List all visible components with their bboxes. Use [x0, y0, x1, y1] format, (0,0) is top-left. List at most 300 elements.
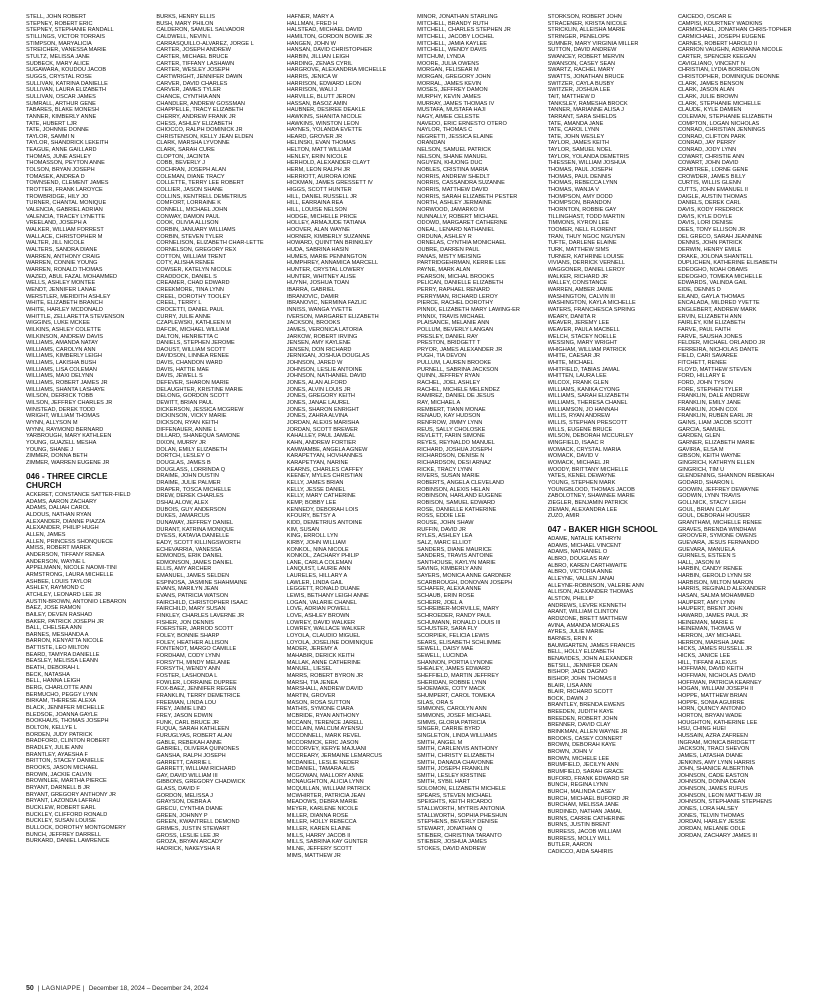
- voter-name: PUGH, TIA DEVON: [417, 353, 467, 360]
- voter-name: MARTIN, GROVER: [286, 692, 336, 699]
- voter-name: ANDERSON, TIFFANY RENEA: [26, 551, 105, 558]
- voter-name: NAYLOR, THOMAS C: [417, 127, 473, 134]
- voter-name: FORSYTH, WENDY ANN: [156, 666, 220, 673]
- voter-name: HASAN, SALMA MOHAMMED: [677, 593, 755, 600]
- voter-name: HARRIS, JENICA W: [286, 73, 338, 80]
- voter-name: BISHOP, JADE DAGNO: [547, 669, 608, 676]
- voter-name: WILKINS, ASHLEY COLETTE: [26, 326, 102, 333]
- voter-name: CLARK, SARAH CURE: [156, 147, 215, 154]
- voter-name: JENSEN, DON RICHARD: [286, 346, 352, 353]
- voter-name: CREEKMORE, TINA LYNN: [156, 286, 224, 293]
- voter-name: STILLINGS, VICTOR TORRAIS: [26, 33, 105, 40]
- voter-name: SUGAWARA, KOUDOU JACOB: [26, 67, 107, 74]
- voter-name: GAVIRIA, ELSA M: [677, 446, 724, 453]
- voter-name: DERWIN, HENRY EMILE: [677, 246, 742, 253]
- voter-name: SINGER, CARRIE BYRD: [417, 726, 480, 733]
- voter-name: VREELAND, JOSEPH A: [26, 220, 87, 227]
- voter-name: COWART, CHRISTIE ANN: [677, 153, 745, 160]
- voter-name: TROTTER, FRANK LAROYCE: [26, 187, 103, 194]
- voter-name: MORRAL, JAMES KEVIN: [417, 80, 482, 87]
- voter-name: EVANS, PATRICIA WATSON: [156, 593, 229, 600]
- voter-name: RIVERS, SUSAN MARIE: [417, 473, 480, 480]
- voter-name: GUEVARA, MANUELA: [677, 546, 736, 553]
- voter-name: HENLEY, ERIN NICOLE: [286, 153, 348, 160]
- voter-name: BOOKHAUS, THOMAS JOSEPH: [26, 718, 109, 725]
- voter-name: HICKMAN, JAMES GRESSETT IV: [286, 180, 373, 187]
- voter-name: BRUMFIELD, JECILYN ANN: [547, 762, 619, 769]
- voter-name: NORWOOD, JAMARKO M: [417, 207, 484, 214]
- voter-name: HUMES, MARIE PENNINGTON: [286, 253, 367, 260]
- voter-name: WARREN, RONALD THOMAS: [26, 266, 103, 273]
- voter-name: PIERCE, RACHEL DOROTHY: [417, 300, 494, 307]
- voter-name: WOMACK, DAVID V: [547, 453, 599, 460]
- voter-name: RICHARDSON, DESI ARNAZ: [417, 459, 492, 466]
- voter-name: PELICAN, DANIELLE ELIZABETH: [417, 280, 504, 287]
- voter-name: CORBIN, JANUARY WILLIAMS: [156, 227, 236, 233]
- voter-name: ERVIN, ELIZABETH ANN: [677, 313, 742, 320]
- voter-name: COOK, OLIVIA ALLISON: [156, 220, 219, 227]
- voter-name: JOHNSON, STEPHANIE STEPHENS: [677, 799, 772, 806]
- voter-name: SEWELL, LUCINDA: [417, 653, 468, 659]
- voter-name: BELL, HOLLY ELIZABETH: [547, 649, 615, 656]
- voter-name: MORGAN, GREGORY JOHN: [417, 73, 491, 80]
- voter-name: KEARNS, CHARLES CAFFEY: [286, 466, 363, 473]
- voter-name: ADAMS, AARON ZACHARY: [26, 498, 97, 505]
- voter-name: BURCH, MICHAEL BUFORD JR: [547, 795, 629, 802]
- voter-name: TOWNSEND, CLEMENT JAMES: [26, 180, 109, 187]
- voter-name: SEARS, ELISABETH SCHLIMME: [417, 639, 502, 646]
- voter-name: WHITE, CAESAR JR: [547, 353, 601, 360]
- voter-name: TANNER, MARIANNE ALISA J: [547, 107, 624, 114]
- voter-name: BIRKAM, THERESE ALEXA: [26, 698, 97, 705]
- voter-name: BROWN, JOHN V: [547, 749, 593, 756]
- voter-name: CURRY, JULIE ANNE: [156, 313, 211, 320]
- voter-name: WASHINGTON, CALVIN III: [547, 293, 615, 300]
- voter-name: BATTISTE, LEO MILTON: [26, 645, 89, 652]
- voter-name: JONES, JANAE LAUREL: [286, 400, 350, 407]
- voter-name: HICKS, JAMES RUSSELL JR: [677, 646, 753, 653]
- voter-name: ALBRO, KAREN CARTHWAITE: [547, 562, 628, 569]
- voter-name: HIGGS, SCOTT HUNTER: [286, 187, 352, 194]
- voter-name: SCHROEDER, RANDY PAUL: [417, 613, 492, 620]
- voter-name: JONES, GREGORY KEITH: [286, 393, 355, 400]
- voter-name: BRUMFIELD, SARAH GRACE: [547, 769, 624, 776]
- voter-name: BLEDSOE, JOANNA GAYLE: [26, 711, 98, 718]
- voter-name: ZUZO, AMIR: [547, 513, 580, 520]
- voter-name: DAVIDSON, LINNEA RENEE: [156, 353, 230, 360]
- voter-name: ROBERTS, ANGELA CLEVELAND: [417, 479, 505, 486]
- voter-name: GRAYSON, DEBRA A: [156, 799, 211, 806]
- voter-name: STOKES, DAVID ANDREW: [417, 846, 486, 853]
- voter-name: HANSAN, DAVID CHRISTOPHER: [286, 47, 373, 54]
- voter-name: YOUNG, GUAZELL MESHA: [26, 440, 97, 446]
- voter-name: MEADOWS, DEBRA MARIE: [286, 799, 358, 806]
- voter-name: ROBINSON, ALEXIS HELAN: [417, 486, 490, 493]
- voter-name: ZIEGLER, BENJAMIN PATRICK: [547, 499, 628, 506]
- voter-name: CLARK, STEPHANIE MICHELLE: [677, 100, 761, 107]
- voter-name: ROBINSON, HARLAND EUGENE: [417, 493, 503, 500]
- voter-name: HORN, QUINCY ANTONIO: [677, 706, 746, 713]
- voter-name: BREEDEN, JUDITH KAYE: [547, 709, 614, 716]
- voter-name: THOMPSON, BRANDON: [547, 200, 611, 207]
- voter-name: SANDERS, TRAVIS ANTOINE: [417, 553, 494, 560]
- voter-name: CREEL, DOROTHY TOOLEY: [156, 293, 231, 300]
- name-column: [417, 14, 535, 976]
- voter-name: MITCHELL, WENDY DAVIS: [417, 47, 487, 54]
- voter-name: WILLIS, RYAN ANDREW: [547, 413, 611, 420]
- voter-name: COLLIER, JASON SHANE: [156, 187, 223, 194]
- voter-name: FUNK, CARL BRUCE JR: [156, 719, 219, 726]
- voter-name: HUMPHREY, ANNAMICA MARCELL: [286, 260, 379, 267]
- voter-name: HOGAN, WILLIAM JOSEPH II: [677, 686, 754, 693]
- voter-name: KARAPETYAN, NARINE: [286, 459, 349, 466]
- voter-name: HILL, TIFFANI ALEXUS: [677, 659, 737, 666]
- voter-name: FAIRCHILD, CHRISTOPHER ISAAC: [156, 599, 248, 606]
- voter-name: WOMACK, MICHAEL JR: [547, 459, 610, 466]
- voter-name: MADER, JEREMY A: [286, 646, 338, 653]
- voter-name: HEINEMAN, MARIE E: [677, 619, 734, 626]
- voter-name: GODWIN, LYNN TRAVIS: [677, 493, 741, 500]
- voter-name: GLENDENING, SHANNON REBEKAH: [677, 473, 775, 480]
- voter-name: WILSON, DEBORAH MCCURLEY: [547, 433, 634, 440]
- voter-name: RENAUD, KAY HUDSON: [417, 413, 481, 420]
- voter-name: LOWREY, WALLACE WALKER: [286, 626, 365, 633]
- voter-name: COLEMAN, DIANE TRACY: [156, 173, 225, 180]
- voter-name: LAURELES, HILLARY A: [286, 573, 348, 580]
- voter-name: TABARES, BLAKE MONESH: [26, 107, 99, 114]
- voter-name: FAIRCHILD, MARY SUSAN: [156, 606, 226, 613]
- voter-name: IVERSON, MARGARET ELIZABETH: [286, 313, 379, 320]
- voter-name: KEENEY, MYLES CHRISTIAN: [286, 473, 363, 480]
- voter-name: STALLWORTH, SOPHIA PHESHUN: [417, 812, 508, 819]
- voter-name: SWANCEY, ROBERT MERVIN: [547, 53, 625, 60]
- voter-name: BETSILL, JENNIFER DEAN: [547, 662, 618, 669]
- voter-name: EIDE, DENNIS D: [677, 286, 721, 293]
- voter-name: FOWLER, LORRAINE DUPREE: [156, 679, 237, 686]
- voter-name: DOUGLAS, JAMES B: [156, 459, 211, 466]
- voter-name: MCCORVEY, KERYE MAJUANI: [286, 746, 367, 753]
- voter-name: TARRANT, SARA SHIELDS: [547, 113, 617, 120]
- voter-name: HAFNER, MARY A: [286, 14, 334, 20]
- voter-name: BRYANT, DARNELL B JR: [26, 784, 90, 791]
- voter-name: JENSEN, AMY KAYLENE: [286, 340, 351, 347]
- voter-name: CLARK, JASON ALAN: [677, 87, 735, 94]
- voter-name: WHITTEN, LAURA LEE: [547, 373, 607, 380]
- voter-name: ACKERET, CONSTANCE SATTER-FIELD: [26, 492, 131, 499]
- voter-name: DUKES, JAMARCUS: [156, 513, 210, 520]
- voter-name: HUSSAIN, AZRA ZAFREEN: [677, 732, 748, 739]
- voter-name: KELLY, JAMES BRIAN: [286, 479, 344, 486]
- voter-name: TURK, MATTHEW SIMS: [547, 246, 609, 253]
- voter-name: NOBLES, CRISTINA MARIA: [417, 167, 489, 174]
- voter-name: ALBRO, VICTORIA ANNE: [547, 569, 613, 576]
- voter-name: SPEIGHTS, KEITH RICARDO: [417, 799, 493, 806]
- voter-name: CARTER, JOSEPH ANDREW: [156, 47, 231, 54]
- voter-name: DYESS, KATAVIA DANIELLE: [156, 533, 230, 540]
- name-column: [156, 14, 274, 976]
- voter-name: BERG, CHARLOTTE ANN: [26, 685, 92, 692]
- voter-name: DELONG, GORDON SCOTT: [156, 393, 229, 400]
- voter-name: WOMACK, CRYSTAL MARIA: [547, 446, 621, 453]
- voter-name: MITCHELL, JAMIA KAYLEE: [417, 40, 488, 47]
- voter-name: HEINEMAN, THOMAS W: [677, 626, 742, 633]
- voter-name: STRACENER, KRISTA NICOLE: [547, 20, 628, 27]
- voter-name: JOHN, SHANICE ALBERTINA: [677, 766, 754, 773]
- voter-name: GROSS, LESLIE LEE JR: [156, 832, 220, 839]
- voter-name: HOPPE, SONIA AGUIRRE: [677, 699, 745, 706]
- voter-name: RICKE, TRACY LYNN: [417, 466, 473, 473]
- voter-name: COWSER, KATELYN NICOLE: [156, 266, 232, 273]
- voter-name: JOHNSON, LESLIE ANTOINE: [286, 366, 363, 373]
- voter-name: WILKINSON, ANDREW DAVIS: [26, 333, 103, 340]
- voter-name: DELAUGHTER, KRISTINE MARIE: [156, 386, 243, 393]
- voter-name: CROWDER, JAMES BILLY: [677, 173, 746, 180]
- voter-name: FORE, STEPHEN TYLER: [677, 386, 743, 393]
- voter-name: CAICEDO, OSCAR E: [677, 14, 732, 20]
- voter-name: TANNER, KIMBERLY ANNE: [26, 113, 97, 120]
- voter-name: LAWLER, LINDA GAIL: [286, 579, 344, 586]
- voter-name: EILAND, GAYLA THOMAS: [677, 293, 745, 300]
- voter-name: LANE, CARLA COLEMAN: [286, 559, 353, 566]
- voter-name: PARTRIDGEHRMAN, KERRIE LEE: [417, 260, 506, 267]
- voter-name: ASHLEY, RAYMOND C: [26, 585, 85, 592]
- voter-name: GORDON, MELISSA J: [156, 792, 213, 799]
- voter-name: RICHARDSON, DENISE N: [417, 453, 485, 460]
- voter-name: FORD, JOHN TYSON: [677, 380, 733, 387]
- voter-name: AYRES, JULIE MARIE: [547, 629, 604, 636]
- voter-name: GREEN, KWANTRELL DEMOND: [156, 819, 240, 826]
- voter-name: DENNIS, JOHN PATRICK: [677, 240, 743, 247]
- voter-name: WATERS, FRANCHESCA SPRING: [547, 306, 636, 313]
- voter-name: COMPTON, LOGAN NICHOLAS: [677, 120, 760, 127]
- voter-name: WILLS, EUGENE BRUCE: [547, 426, 613, 433]
- voter-name: BROWN, DEBORAH KAYE: [547, 742, 616, 749]
- voter-name: SMITH, DANADA CHAVONNE: [417, 759, 494, 766]
- voter-name: REUS, SALLY CHOLOSKE: [417, 426, 486, 433]
- voter-name: HARBIN, GEROLD LYNN SR: [677, 573, 752, 580]
- voter-name: STULTZ, MELISSA JANE: [26, 53, 90, 60]
- voter-name: THOMAS, REBECCA LYNN: [547, 180, 618, 187]
- voter-name: SWITZER, CAYLA BUSBY: [547, 80, 614, 87]
- issue-dates: December 18, 2024 – December 24, 2024: [88, 985, 209, 992]
- voter-name: ARMSTRONG, LAURA MICHELLE: [26, 571, 114, 578]
- page-footer: [26, 982, 796, 996]
- voter-name: KELLY, JESSE DANIEL: [286, 486, 346, 493]
- voter-name: ADAMS, NATHANIEL O: [547, 549, 608, 556]
- voter-name: WILLIAMS, LAKISHA BUSH: [26, 360, 97, 367]
- voter-name: ARDIZONE, BRETT MATTHEW: [547, 615, 628, 622]
- voter-name: CONNELL, MICHAEL JOHN: [156, 207, 228, 214]
- voter-name: STIMPSON, MARYALICIA: [26, 40, 92, 47]
- voter-name: VIVIANS, DERRICK VERNELL: [547, 260, 625, 267]
- voter-name: HARBISON, MILTON MARON: [677, 579, 754, 586]
- voter-name: MILLER, KAREN ELAINE: [286, 826, 351, 833]
- voter-name: SCHAUB, ERIN ROSE: [417, 593, 475, 600]
- voter-name: EDMONSON, JAMES DANIEL: [156, 559, 233, 566]
- voter-name: RACHEL, JOEL ASHLEY: [417, 380, 481, 387]
- voter-name: GRECU, CYNTHIA DIANE: [156, 806, 223, 813]
- voter-name: BURKARD, DANIEL LAWRENCE: [26, 838, 110, 845]
- voter-name: SUGGS, CRYSTAL ROSE: [26, 73, 92, 80]
- publication-name: | LAGNIAPPE |: [37, 985, 85, 992]
- voter-name: SAYERS, MONICA ANNE GARDNER: [417, 573, 511, 580]
- voter-name: HOLLEY, ARMAJUDE TATIANA: [286, 220, 366, 227]
- voter-name: DURANT, KATRINA MONIQUE: [156, 526, 234, 533]
- voter-name: EMANUEL, JAMES SELDEN: [156, 573, 230, 580]
- voter-name: DUNAWAY, JEFFREY DANIEL: [156, 519, 234, 526]
- voter-name: BELL, HANNA LEIGH: [26, 678, 81, 685]
- voter-name: HUNTER, WHITNEY ALISE: [286, 273, 356, 280]
- voter-name: BURNS, CARRIE CATHERINE: [547, 815, 625, 822]
- voter-name: WILLIAMS, AMANDA NATAY: [26, 340, 99, 347]
- voter-name: BRADFORD, CLINTON ROBERT: [26, 738, 110, 745]
- voter-name: DAVIS, KODY FREDRICK: [677, 207, 744, 214]
- voter-name: KIRBY, JOHN WILLIAM: [286, 539, 346, 546]
- voter-name: ENCALADA, MILDRED YVETTE: [677, 300, 760, 307]
- voter-name: HODGE, MICHELLE PRICE: [286, 213, 358, 220]
- voter-name: STEPHENS, BEVERLY DENISE: [417, 819, 499, 826]
- voter-name: ALLEYNE, VALLEN JANAI: [547, 576, 615, 583]
- voter-name: RICHARD, JOSHUA JOSEPH: [417, 446, 493, 453]
- voter-name: MCCORMICK, ERIC JASON: [286, 739, 359, 746]
- voter-name: KAHALLEY, PAUL JAMEAL: [286, 433, 356, 440]
- voter-name: TOMASEK, ANDREA D: [26, 173, 85, 180]
- voter-name: WRIGHT, WILLIAM THOMAS: [26, 413, 100, 420]
- voter-name: ALSTON, PHILLIP: [547, 595, 594, 602]
- voter-name: TURNER, KATHRINE LOUISE: [547, 253, 624, 260]
- voter-name: COLEMAN, STEPHANIE ELIZABETH: [677, 113, 773, 120]
- voter-name: FRANKLIN, EMILY JANE: [677, 400, 741, 407]
- voter-name: GABRIEL, OLIVERA QUINONES: [156, 746, 240, 753]
- voter-name: SOLOMON, ELIZABETH MICHELE: [417, 786, 506, 793]
- voter-name: COWART, JOHN DAVID: [677, 160, 739, 167]
- voter-name: HILL, LOUISE NELSON: [286, 207, 347, 214]
- voter-name: MCDANIEL, TAMARA ALIS: [286, 766, 355, 773]
- voter-name: WHIGHAM, WILLIAM PATRICK: [547, 346, 627, 353]
- voter-name: ADAMS, MICHAEL VINCENT: [547, 542, 622, 549]
- voter-name: HELINSKI, EVAN THOMAS: [286, 140, 356, 147]
- voter-name: CONRAD, JODY LYNN: [677, 147, 737, 154]
- voter-name: FLOYD, MATTHEW STEVEN: [677, 366, 752, 373]
- voter-name: LEGGETT, RONALD DUANE: [286, 586, 360, 593]
- voter-name: MCBRIDE, RYAN ANTHONY: [286, 712, 360, 719]
- voter-name: TATE, HUBERT LJR: [26, 120, 77, 127]
- voter-name: SUMRALL, ARTHUR GENE: [26, 100, 96, 107]
- voter-name: CONRAD, JAY PERRY: [677, 140, 736, 147]
- voter-name: NEGRETTI, JESSICA ELAINE: [417, 133, 494, 140]
- voter-name: BUCKLEY, CLIFFORD RONALD: [26, 811, 108, 818]
- voter-name: JARKOW, ROBERT IRVING: [286, 333, 358, 340]
- voter-name: DAFCIK, MICHAEL WILLIAM: [156, 326, 230, 333]
- voter-name: YOUNGBLOOD, THOMAS JACOB: [547, 486, 635, 493]
- voter-name: EDEOGHO, NOAH OBAMS: [677, 266, 748, 273]
- voter-name: HARBIN, CANDY RENEE: [677, 566, 743, 573]
- voter-name: PERRYMAN, RICHARD LEROY: [417, 293, 498, 300]
- voter-name: BEARD, TAMYRA DANIELLE: [26, 651, 100, 658]
- voter-name: BEASLEY, MELISSA LEANN: [26, 658, 99, 665]
- voter-name: BAILEY, DEVEN RASHAD: [26, 611, 93, 618]
- voter-name: GAINS, LIAM JACOB SCOTT: [677, 420, 753, 427]
- voter-name: HAWKINS, SHANITA NICOLE: [286, 113, 362, 120]
- voter-name: CARMICHAEL, JONATHAN CHRIS-TOPHER: [677, 27, 792, 34]
- voter-name: HAUBNER, DESIREE DEAKLE: [286, 107, 366, 114]
- voter-name: WILLIS, STEPHAN PRESCOTT: [547, 420, 628, 427]
- voter-name: FRANKLIN, DALE ANDREW: [677, 393, 750, 400]
- voter-name: GABLE, REBEKAH ANNE: [156, 739, 222, 746]
- voter-name: CARVER, DAVID CHARLES: [156, 80, 228, 87]
- voter-name: MURRAY, JAMES THOMAS IV: [417, 100, 495, 107]
- voter-name: HASSAN, BASOZ AMIN: [286, 100, 348, 107]
- voter-name: COTY, ALISHA RENEE: [156, 260, 215, 267]
- voter-name: WILLIAMS, LISA COLEMAN: [26, 366, 97, 373]
- voter-name: SWARTZ, RACHEL MARY: [547, 67, 615, 74]
- voter-name: IBARRA, GABRIEL: [286, 286, 335, 293]
- voter-name: BROWN, JACKIE CALVIN: [26, 771, 92, 778]
- voter-name: MAHABIR, DERICK KEITH: [286, 653, 355, 659]
- voter-name: CONRAD, CHRISTIAN JENNINGS: [677, 127, 766, 134]
- voter-name: TIMMONS, KYRON LEE: [547, 220, 610, 227]
- voter-name: PULLUM, LAUREN BROOKE: [417, 360, 492, 367]
- voter-name: MILLER, DIANNA ROSE: [286, 812, 349, 819]
- voter-name: HARRISON, EDWARD LEON: [286, 80, 361, 87]
- voter-name: KIDD, DEMETRIUS ANTOINE: [286, 519, 363, 526]
- voter-name: STRINGER, PENELOPE: [547, 33, 610, 40]
- voter-name: HERM, LEON RALPH JR: [286, 167, 351, 174]
- voter-name: DAIGLE, AUSTIN THOMAS: [677, 193, 748, 200]
- voter-name: NELSON, SAMUEL PATRICK: [417, 147, 492, 154]
- voter-name: HERRIOTT, AURORA IONE: [286, 173, 357, 180]
- voter-name: FUQUA, SARAH KATHLEEN: [156, 726, 230, 733]
- voter-name: HORNER, KIMBERLY SUZANNE: [286, 233, 371, 240]
- voter-name: GRIMES, JUSTIN STEWART: [156, 826, 230, 833]
- voter-name: ORANDAN: [417, 140, 446, 147]
- voter-name: DAVIS, JEWELL S: [156, 373, 203, 380]
- voter-name: LOYOLA, CLAUDIO MIGUEL: [286, 633, 361, 640]
- voter-name: THOMASSON, PEYTON ANNE: [26, 160, 105, 167]
- voter-name: HARVILLE, BLUTT JERON: [286, 93, 355, 100]
- voter-name: WALKER, WILLIAM FORREST: [26, 227, 104, 233]
- voter-name: SUDBECK, MARY ALICE: [26, 60, 90, 67]
- voter-name: REMBERT, TIANN MONAE: [417, 406, 486, 413]
- voter-name: WAGGONER, DANIEL LEROY: [547, 266, 625, 273]
- voter-name: MCWHIRTER, PATRICIA JEAN: [286, 792, 366, 799]
- voter-name: WILLIAMS, SARAH ELIZABETH: [547, 393, 629, 400]
- voter-name: MILNE, JEFFERY SCOTT: [286, 846, 353, 853]
- voter-name: DSHALALOW, ALEX: [156, 499, 209, 506]
- voter-name: JOHNSON, JAMES RUFUS: [677, 786, 748, 793]
- voter-name: SMITH, ANGEL M: [417, 739, 463, 746]
- voter-name: DAVIS, HATTIE MAE: [156, 366, 210, 373]
- voter-name: MINOR, JONATHAN STARLING: [417, 14, 498, 20]
- voter-name: FERREIRA, NICHOLAS DANTE: [677, 346, 759, 353]
- voter-name: GARCIA, SAMUEL: [677, 426, 726, 433]
- voter-name: HORTON, BRYAN WADE: [677, 712, 742, 719]
- voter-name: ROSS, EDDIE LEE: [417, 513, 466, 520]
- voter-name: GOUL, DEBORAH HOUSER: [677, 513, 751, 520]
- voter-name: WARREN, CONNIE YOUNG: [26, 260, 98, 267]
- voter-name: TAYLOR, YOLANDA DEMETRIS: [547, 153, 630, 160]
- voter-name: STEPNEY, STEPHANIE RANDALL: [26, 27, 114, 34]
- voter-name: CARTWRIGHT, JENNIFER DAWN: [156, 73, 243, 80]
- voter-name: MCDANIEL, LESLIE NEDER: [286, 759, 359, 766]
- voter-name: CREAMER, CHAD EDWARD: [156, 280, 230, 287]
- voter-name: SHANNON, PORTIA LYNONE: [417, 659, 493, 666]
- voter-name: SMITH, JOSEPH FRANKLIN: [417, 766, 490, 773]
- voter-name: EDEOGHO, TOMEKA MICHELLE: [677, 273, 763, 280]
- voter-name: CHIOCCO, RALPH DOMINICK JR: [156, 127, 243, 134]
- voter-name: DAOUST, WILLIAM SCOTT: [156, 346, 226, 353]
- voter-name: SIMMONS, JOSEF MICHAEL: [417, 712, 492, 719]
